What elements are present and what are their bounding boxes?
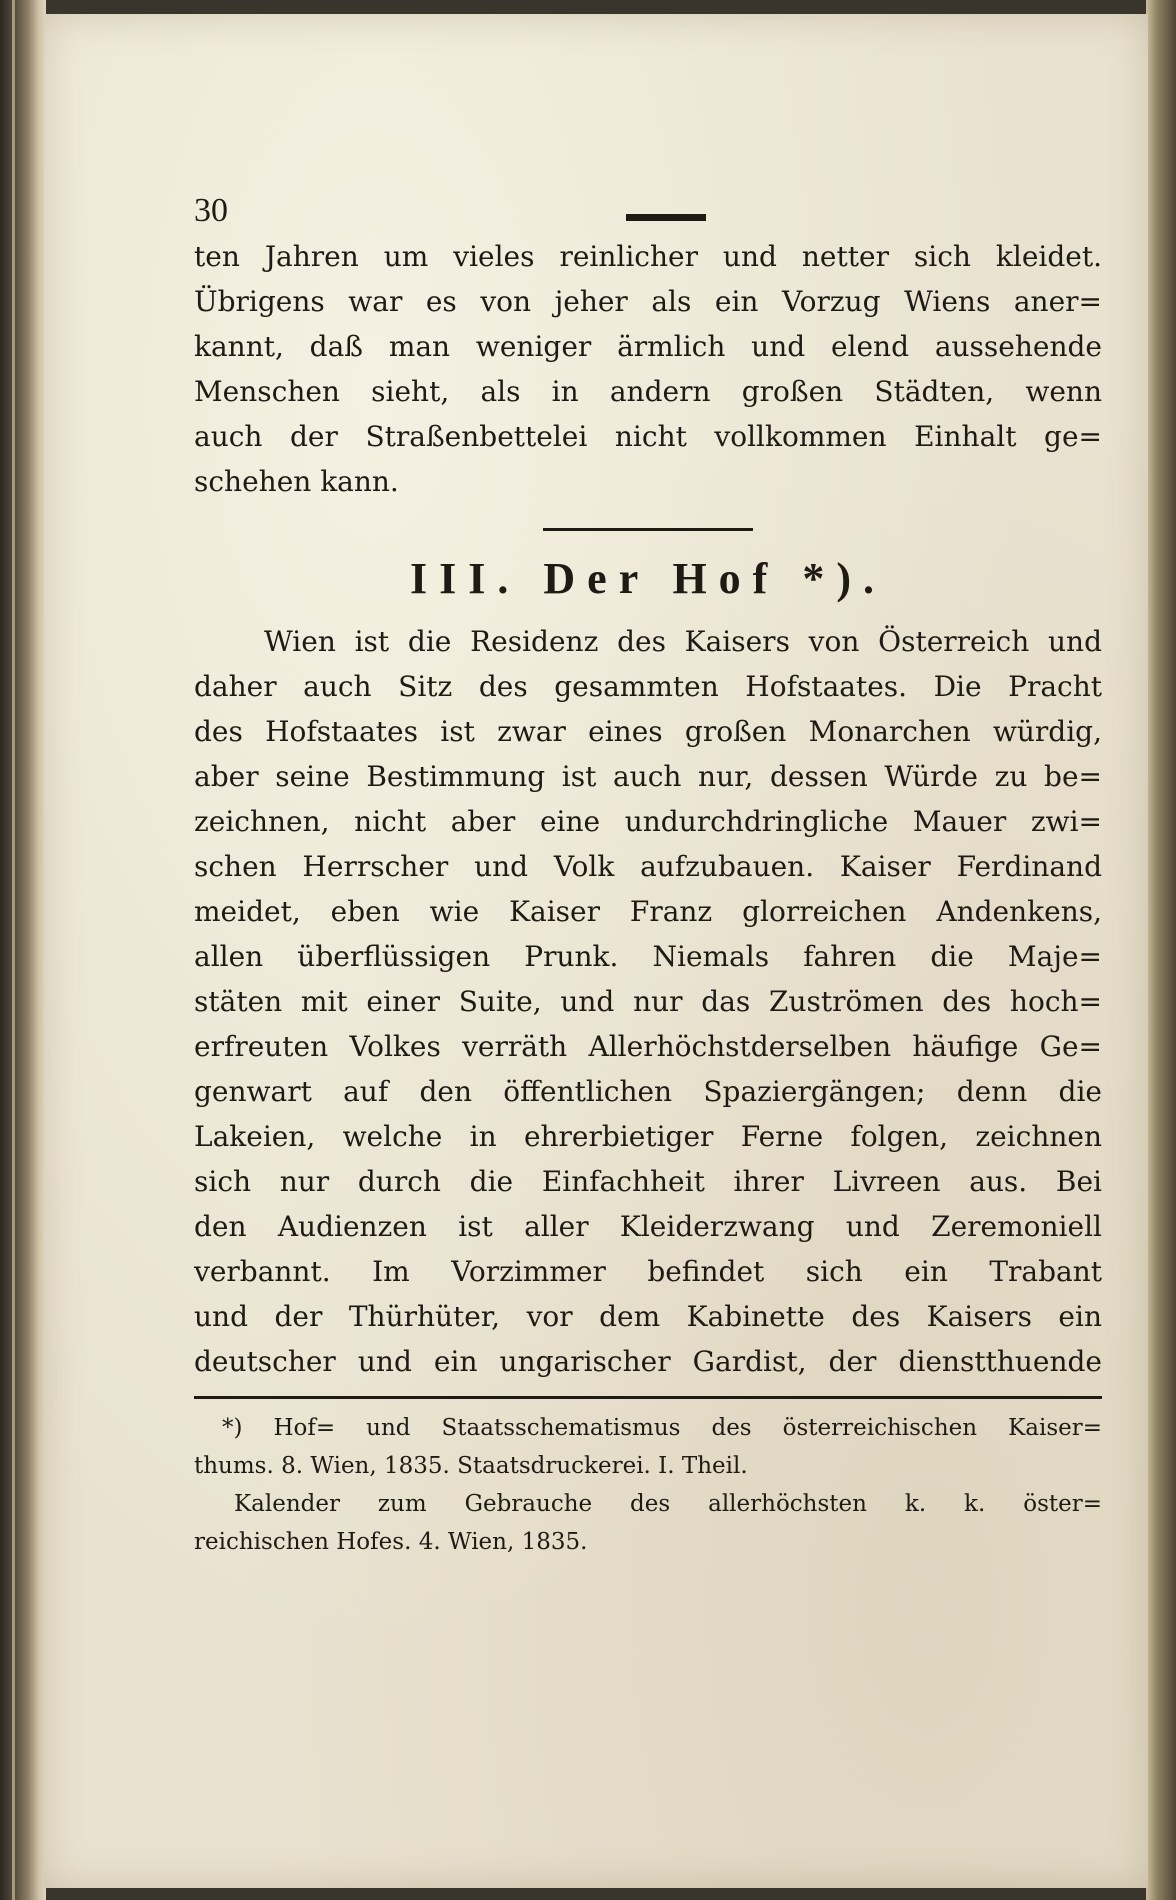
text-line: Lakeien, welche in ehrerbietiger Ferne folgen, zeichnen	[194, 1120, 1102, 1153]
section-title: III. Der Hof *).	[410, 554, 886, 603]
text-line: schehen kann.	[194, 465, 399, 498]
book-binding-left	[0, 0, 46, 1900]
footnote-line: reichischen Hofes. 4. Wien, 1835.	[194, 1529, 588, 1555]
text-line: des Hofstaates ist zwar eines großen Monarchen würdig,	[194, 715, 1102, 748]
text-block	[194, 184, 1102, 1561]
text-line: allen überflüssigen Prunk. Niemals fahren die Maje=	[194, 940, 1102, 973]
text-line: zeichnen, nicht aber eine undurchdringliche Mauer zwi=	[194, 805, 1102, 838]
footnote-line: Kalender zum Gebrauche des allerhöchsten k. k. öster=	[234, 1491, 1102, 1517]
section-divider	[543, 528, 753, 531]
book-edge-right	[1146, 0, 1176, 1900]
text-line: Menschen sieht, als in andern großen Städten, wenn	[194, 375, 1102, 408]
intro-paragraph	[194, 234, 1102, 504]
text-line: Wien ist die Residenz des Kaisers von Österreich und	[264, 625, 1102, 658]
text-line: ten Jahren um vieles reinlicher und netter sich kleidet.	[194, 240, 1102, 273]
text-line: auch der Straßenbettelei nicht vollkommen Einhalt ge=	[194, 420, 1102, 453]
book-page	[44, 14, 1148, 1888]
text-line: Übrigens war es von jeher als ein Vorzug Wiens aner=	[194, 285, 1102, 318]
text-line: deutscher und ein ungarischer Gardist, der dienstthuende	[194, 1345, 1102, 1378]
text-line: schen Herrscher und Volk aufzubauen. Kaiser Ferdinand	[194, 850, 1102, 883]
text-line: den Audienzen ist aller Kleiderzwang und Zeremoniell	[194, 1210, 1102, 1243]
text-line: meidet, eben wie Kaiser Franz glorreichen Andenkens,	[194, 895, 1102, 928]
page-number: 30	[194, 192, 228, 229]
main-paragraph	[194, 619, 1102, 1384]
footnote	[194, 1409, 1102, 1561]
text-line: erfreuten Volkes verräth Allerhöchstderselben häufige Ge=	[194, 1030, 1102, 1063]
header-rule	[626, 214, 706, 221]
text-line: daher auch Sitz des gesammten Hofstaates. Die Pracht	[194, 670, 1102, 703]
text-line: aber seine Bestimmung ist auch nur, dessen Würde zu be=	[194, 760, 1102, 793]
text-line: sich nur durch die Einfachheit ihrer Livreen aus. Bei	[194, 1165, 1102, 1198]
page-header	[194, 184, 1102, 234]
text-line: und der Thürhüter, vor dem Kabinette des Kaisers ein	[194, 1300, 1102, 1333]
text-line: stäten mit einer Suite, und nur das Zuströmen des hoch=	[194, 985, 1102, 1018]
footnote-line: thums. 8. Wien, 1835. Staatsdruckerei. I. Theil.	[194, 1453, 748, 1479]
footnote-rule	[194, 1396, 1102, 1399]
footnote-line: *) Hof= und Staatsschematismus des österreichischen Kaiser=	[222, 1415, 1102, 1441]
text-line: genwart auf den öffentlichen Spaziergängen; denn die	[194, 1075, 1102, 1108]
text-line: verbannt. Im Vorzimmer befindet sich ein Trabant	[194, 1255, 1102, 1288]
page-stack-edge	[12, 0, 15, 1900]
text-line: kannt, daß man weniger ärmlich und elend aussehende	[194, 330, 1102, 363]
